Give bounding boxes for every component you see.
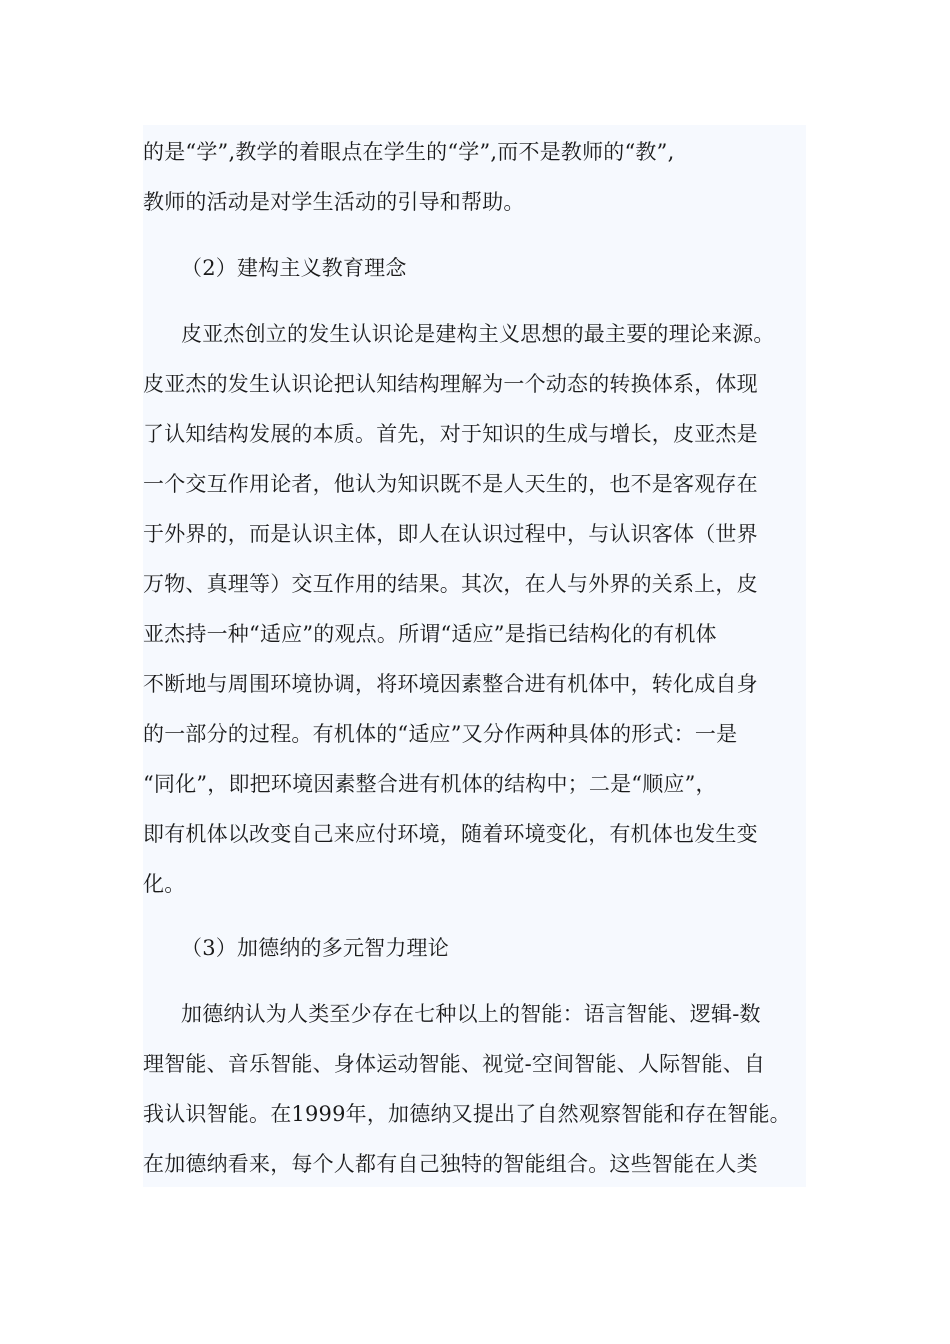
section-heading-2: （2）建构主义教育理念 bbox=[181, 256, 407, 280]
paragraph-2-line-1: 皮亚杰创立的发生认识论是建构主义思想的最主要的理论来源。 bbox=[181, 322, 775, 346]
paragraph-3-line-1: 加德纳认为人类至少存在七种以上的智能：语言智能、逻辑-数 bbox=[181, 1002, 761, 1026]
paragraph-2-line-8: 不断地与周围环境协调，将环境因素整合进有机体中，转化成自身 bbox=[143, 672, 758, 696]
paragraph-2-line-2: 皮亚杰的发生认识论把认知结构理解为一个动态的转换体系，体现 bbox=[143, 372, 758, 396]
paragraph-2-line-12: 化。 bbox=[143, 872, 186, 896]
paragraph-1-line-1: 的是“学”,教学的着眼点在学生的“学”,而不是教师的“教”, bbox=[143, 140, 675, 164]
paragraph-1-line-2: 教师的活动是对学生活动的引导和帮助。 bbox=[143, 190, 525, 214]
paragraph-2-line-10: “同化”，即把环境因素整合进有机体的结构中；二是“顺应”， bbox=[143, 772, 717, 796]
document-text-block bbox=[143, 125, 806, 1187]
paragraph-2-line-7: 亚杰持一种“适应”的观点。所谓“适应”是指已结构化的有机体 bbox=[143, 622, 717, 646]
section-heading-3: （3）加德纳的多元智力理论 bbox=[181, 936, 449, 960]
paragraph-2-line-6: 万物、真理等）交互作用的结果。其次，在人与外界的关系上，皮 bbox=[143, 572, 758, 596]
paragraph-2-line-5: 于外界的，而是认识主体，即人在认识过程中，与认识客体（世界 bbox=[143, 522, 758, 546]
paragraph-2-line-4: 一个交互作用论者，他认为知识既不是人天生的，也不是客观存在 bbox=[143, 472, 758, 496]
paragraph-2-line-11: 即有机体以改变自己来应付环境，随着环境变化，有机体也发生变 bbox=[143, 822, 758, 846]
paragraph-3-line-2: 理智能、音乐智能、身体运动智能、视觉-空间智能、人际智能、自 bbox=[143, 1052, 766, 1076]
paragraph-3-line-3: 我认识智能。在1999年，加德纳又提出了自然观察智能和存在智能。 bbox=[143, 1102, 791, 1126]
paragraph-2-line-3: 了认知结构发展的本质。首先，对于知识的生成与增长，皮亚杰是 bbox=[143, 422, 758, 446]
paragraph-3-line-4: 在加德纳看来，每个人都有自己独特的智能组合。这些智能在人类 bbox=[143, 1152, 758, 1176]
paragraph-2-line-9: 的一部分的过程。有机体的“适应”又分作两种具体的形式：一是 bbox=[143, 722, 738, 746]
